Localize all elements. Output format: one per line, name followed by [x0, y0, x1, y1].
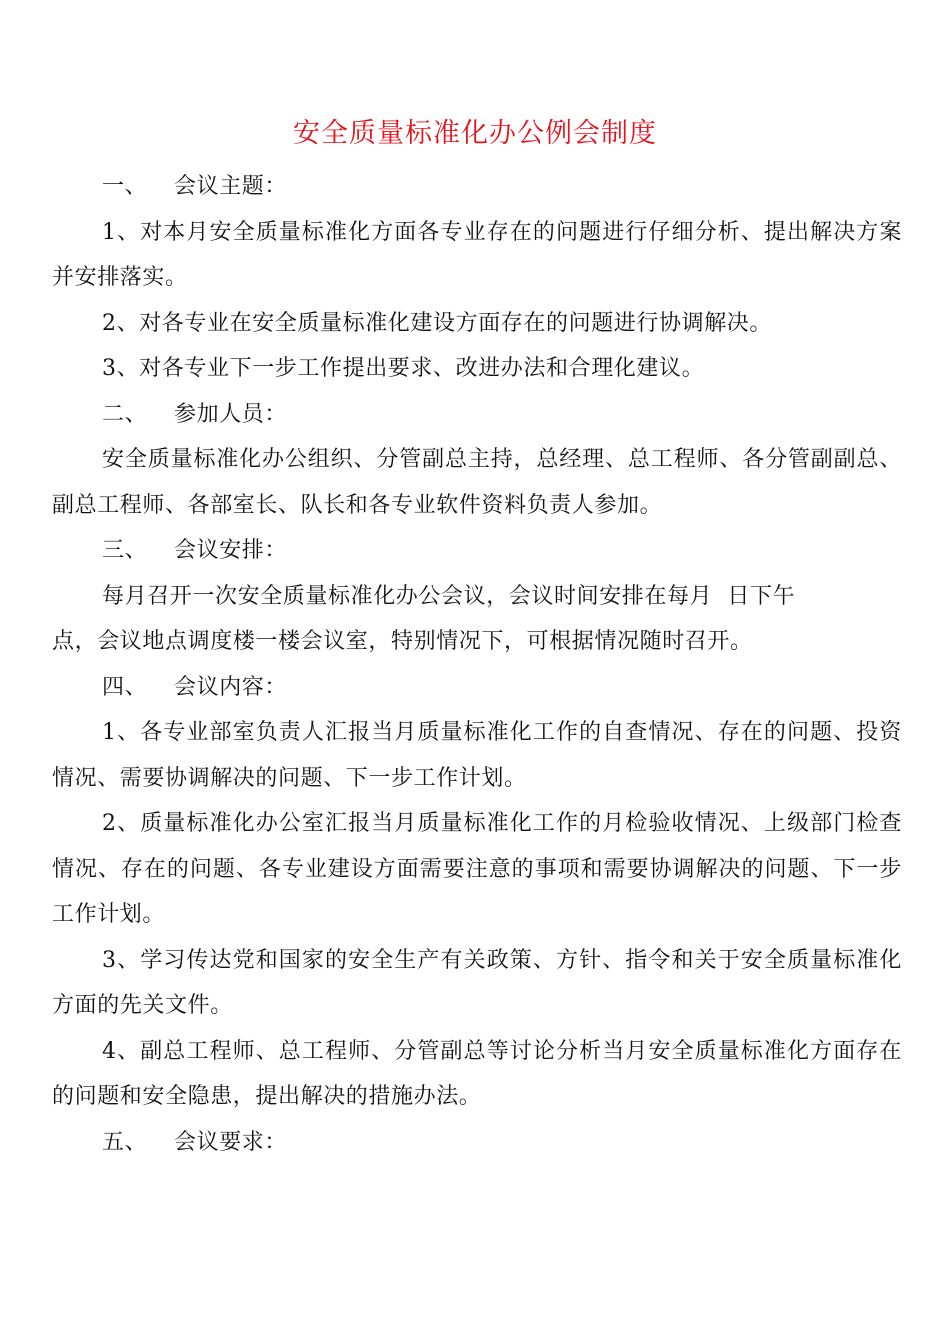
section-heading-4	[52, 665, 902, 711]
paragraph-text: 安全质量标准化办公组织、分管副总主持，总经理、总工程师、各分管副副总、副总工程师、各部室长、队长和各专业软件资料负责人参加。	[52, 447, 902, 518]
paragraph-line: 点，会议地点调度楼一楼会议室，特别情况下，可根据情况随时召开。	[52, 629, 753, 654]
section-number: 二、	[102, 401, 148, 427]
section-title: 会议主题：	[174, 174, 288, 199]
paragraph-item: 3、学习传达党和国家的安全生产有关政策、方针、指令和关于安全质量标准化方面的先关文件。	[52, 947, 902, 1018]
section-title: 会议要求：	[174, 1129, 288, 1155]
paragraph-item: 4、副总工程师、总工程师、分管副总等讨论分析当月安全质量标准化方面存在的问题和安全隐患，提出解决的措施办法。	[52, 1038, 902, 1109]
paragraph-item: 1、对本月安全质量标准化方面各专业存在的问题进行仔细分析、提出解决方案并安排落实。	[52, 219, 902, 290]
paragraph-item: 2、质量标准化办公室汇报当月质量标准化工作的月检验收情况、上级部门检查情况、存在的问题、各专业建设方面需要注意的事项和需要协调解决的问题、下一步工作计划。	[52, 811, 902, 927]
paragraph-item: 2、对各专业在安全质量标准化建设方面存在的问题进行协调解决。	[102, 310, 772, 336]
section-heading-2	[52, 392, 902, 438]
paragraph-item: 1、各专业部室负责人汇报当月质量标准化工作的自查情况、存在的问题、投资情况、需要协调解决的问题、下一步工作计划。	[52, 720, 902, 791]
section-heading-5	[52, 1120, 902, 1166]
section-heading-1	[52, 164, 902, 210]
section-number: 三、	[102, 538, 148, 563]
section-number: 一、	[102, 174, 148, 199]
section-title: 参加人员：	[174, 401, 288, 427]
paragraph-line: 每月召开一次安全质量标准化办公会议，会议时间安排在每月 日下午	[102, 583, 796, 609]
document-body	[52, 164, 902, 1165]
section-number: 五、	[102, 1129, 148, 1155]
section-number: 四、	[102, 674, 148, 700]
section-heading-3	[52, 528, 902, 574]
paragraph-item: 3、对各专业下一步工作提出要求、改进办法和合理化建议。	[102, 356, 705, 381]
section-title: 会议安排：	[174, 538, 288, 563]
document-title: 安全质量标准化办公例会制度	[293, 118, 657, 149]
section-title: 会议内容：	[174, 674, 288, 700]
